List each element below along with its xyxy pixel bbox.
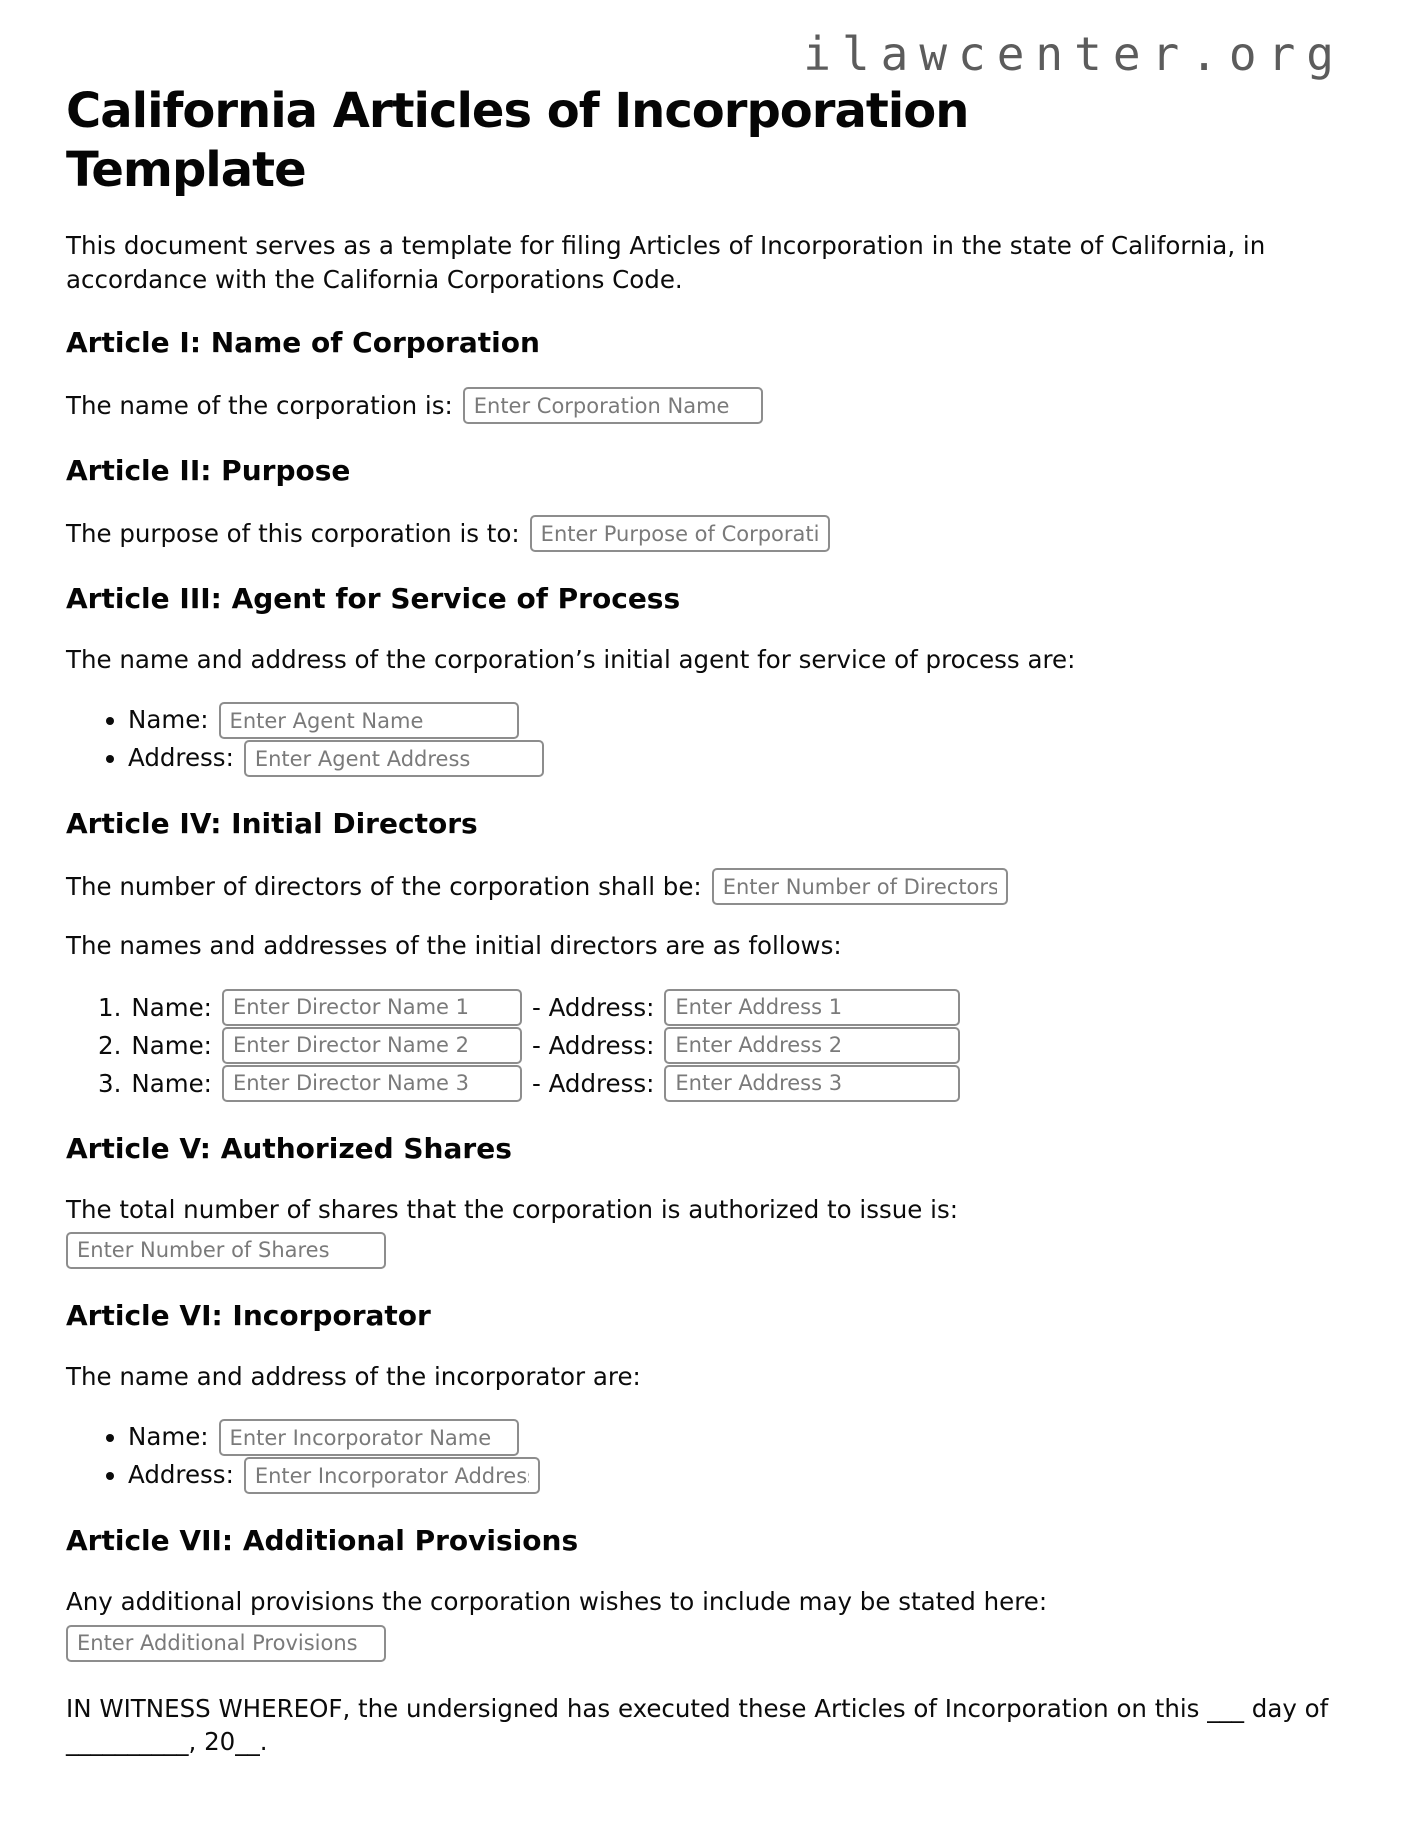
agent-name-input[interactable] xyxy=(219,702,519,739)
corporation-name-input[interactable] xyxy=(463,387,763,424)
director-2-name-input[interactable] xyxy=(222,1027,522,1064)
director-2-number: 2. xyxy=(98,1030,122,1060)
section-article-4 xyxy=(66,807,1345,1101)
article-1-lead: The name of the corporation is: xyxy=(66,390,453,420)
director-1-name-input[interactable] xyxy=(222,989,522,1026)
article-5-heading: Article V: Authorized Shares xyxy=(66,1131,512,1165)
site-domain: ilawcenter.org xyxy=(803,27,1345,81)
incorporator-address-item xyxy=(128,1457,1345,1494)
article-2-heading: Article II: Purpose xyxy=(66,454,351,488)
section-article-7 xyxy=(66,1524,1345,1661)
section-article-5 xyxy=(66,1132,1345,1269)
director-1-name-label: Name: xyxy=(131,992,212,1022)
section-article-2 xyxy=(66,454,1345,552)
incorporator-name-item xyxy=(128,1419,1345,1456)
page-title: California Articles of Incorporation Template xyxy=(66,83,969,198)
agent-address-label: Address: xyxy=(128,742,234,772)
director-2-name-label: Name: xyxy=(131,1030,212,1060)
incorporator-address-label: Address: xyxy=(128,1459,234,1489)
section-article-1 xyxy=(66,326,1345,424)
number-of-shares-input[interactable] xyxy=(66,1232,386,1269)
director-1-address-label: - Address: xyxy=(531,992,655,1022)
article-7-input-wrap xyxy=(66,1625,1345,1662)
section-article-6 xyxy=(66,1299,1345,1494)
article-4-lead: The number of directors of the corporation shall be: xyxy=(66,872,702,902)
director-1-address-input[interactable] xyxy=(664,989,960,1026)
article-6-lead: The name and address of the incorporator are: xyxy=(66,1361,641,1391)
incorporator-name-label: Name: xyxy=(128,1421,209,1451)
purpose-input[interactable] xyxy=(530,515,830,552)
incorporator-fields-list xyxy=(66,1419,1345,1494)
director-3-address-label: - Address: xyxy=(531,1068,655,1098)
director-row-2 xyxy=(98,1027,1345,1064)
director-1-number: 1. xyxy=(98,992,122,1022)
article-3-lead: The name and address of the corporation’s initial agent for service of process are: xyxy=(66,645,1076,675)
director-row-1 xyxy=(98,989,1345,1026)
article-7-lead: Any additional provisions the corporation wishes to include may be stated here: xyxy=(66,1587,1048,1617)
section-article-3 xyxy=(66,582,1345,777)
article-1-row xyxy=(66,387,1345,424)
director-3-number: 3. xyxy=(98,1068,122,1098)
director-3-name-input[interactable] xyxy=(222,1065,522,1102)
incorporator-address-input[interactable] xyxy=(244,1457,540,1494)
number-of-directors-input[interactable] xyxy=(712,868,1008,905)
article-5-input-wrap xyxy=(66,1232,1345,1269)
article-7-heading: Article VII: Additional Provisions xyxy=(66,1524,579,1558)
article-4-row xyxy=(66,868,1345,905)
director-row-3 xyxy=(98,1065,1345,1102)
director-2-address-input[interactable] xyxy=(664,1027,960,1064)
intro-paragraph: This document serves as a template for filing Articles of Incorporation in the state of California, in accordance with the California Corporations Code. xyxy=(66,231,1266,294)
incorporator-name-input[interactable] xyxy=(219,1419,519,1456)
director-3-address-input[interactable] xyxy=(664,1065,960,1102)
article-5-lead: The total number of shares that the corporation is authorized to issue is: xyxy=(66,1194,958,1224)
article-2-row xyxy=(66,515,1345,552)
director-3-name-label: Name: xyxy=(131,1068,212,1098)
agent-fields-list xyxy=(66,702,1345,777)
article-1-heading: Article I: Name of Corporation xyxy=(66,326,540,360)
agent-address-input[interactable] xyxy=(244,740,544,777)
article-3-heading: Article III: Agent for Service of Process xyxy=(66,582,681,616)
article-6-heading: Article VI: Incorporator xyxy=(66,1298,431,1332)
witness-clause: IN WITNESS WHEREOF, the undersigned has executed these Articles of Incorporation on this ___ day of __________, 20__. xyxy=(66,1693,1329,1756)
directors-list xyxy=(66,989,1345,1102)
additional-provisions-input[interactable] xyxy=(66,1625,386,1662)
agent-name-item xyxy=(128,702,1345,739)
agent-name-label: Name: xyxy=(128,704,209,734)
director-2-address-label: - Address: xyxy=(531,1030,655,1060)
agent-address-item xyxy=(128,740,1345,777)
article-2-lead: The purpose of this corporation is to: xyxy=(66,518,520,548)
article-4-heading: Article IV: Initial Directors xyxy=(66,807,478,841)
article-4-lead2: The names and addresses of the initial directors are as follows: xyxy=(66,931,842,961)
